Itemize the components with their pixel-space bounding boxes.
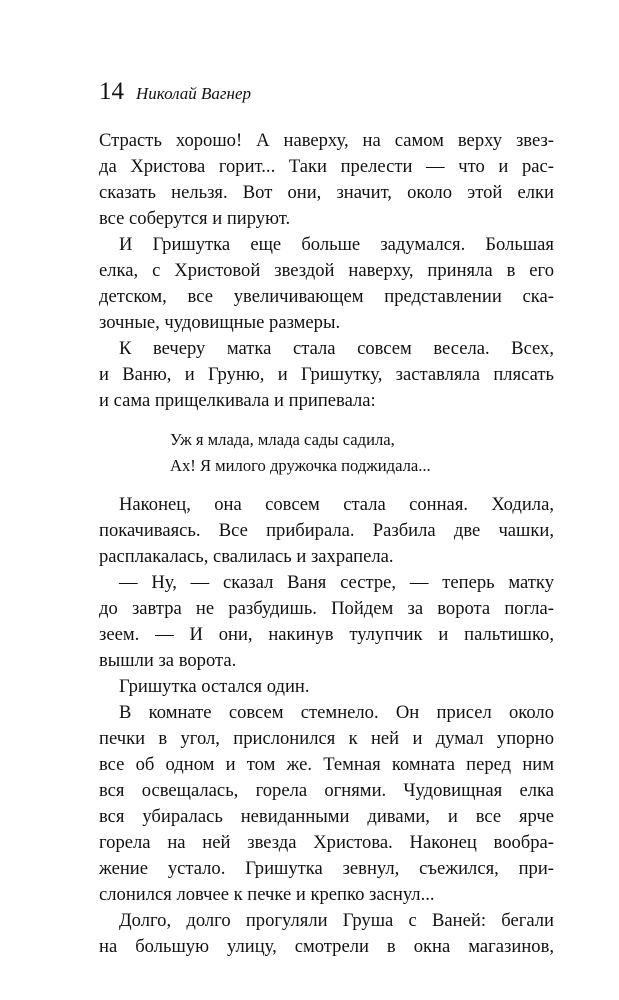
text-line: Наконец, она совсем стала сонная. Ходила, (119, 494, 554, 515)
verse-line: Уж я млада, млада сады садила, (170, 430, 395, 449)
text-line: Гришутка остался один. (119, 676, 310, 697)
text-line: вся убиралась невиданными дивами, и все ярче (99, 806, 554, 827)
paragraph (99, 128, 554, 232)
author-name: Николай Вагнер (136, 84, 252, 103)
text-line: покачиваясь. Все прибирала. Разбила две чашки, (99, 520, 554, 541)
paragraph (99, 232, 554, 336)
text-before-verse (99, 128, 554, 414)
paragraph (99, 674, 554, 700)
verse-line: Ах! Я милого дружочка поджидала... (170, 456, 431, 475)
text-line: вся освещалась, горела огнями. Чудовищная елка (99, 780, 554, 801)
text-line: и Ваню, и Груню, и Гришутку, заставляла плясать (99, 364, 554, 385)
text-line: — Ну, — сказал Ваня сестре, — теперь матку (119, 572, 554, 593)
text-line: печки в угол, прислонился к ней и думал упорно (99, 728, 554, 749)
paragraph (99, 908, 554, 960)
text-line: вышли за ворота. (99, 650, 237, 671)
text-line: до завтра не разбудишь. Пойдем за ворота погла- (99, 598, 554, 619)
text-line: Страсть хорошо! А наверху, на самом верху звез- (99, 130, 554, 151)
text-line: все об одном и том же. Темная комната перед ним (99, 754, 554, 775)
paragraph (99, 492, 554, 570)
text-after-verse (99, 492, 554, 960)
text-line: да Христова горит... Таки прелести — что и рас- (99, 156, 554, 177)
text-line: слонился ловчее к печке и крепко заснул... (99, 884, 435, 905)
paragraph (99, 700, 554, 908)
text-line: сказать нельзя. Вот они, значит, около этой елки (99, 182, 554, 203)
text-line: В комнате совсем стемнело. Он присел около (119, 702, 554, 723)
running-head (99, 78, 251, 108)
body-text (99, 128, 554, 960)
verse-block (99, 427, 554, 479)
text-line: горела на ней звезда Христова. Наконец вообра- (99, 832, 554, 853)
text-line: и сама прищелкивала и припевала: (99, 390, 376, 411)
text-line: зеем. — И они, накинув тулупчик и пальтишко, (99, 624, 554, 645)
text-line: И Гришутка еще больше задумался. Большая (119, 234, 554, 255)
page-number: 14 (99, 78, 124, 105)
text-line: елка, с Христовой звездой наверху, приняла в его (99, 260, 554, 281)
text-line: зочные, чудовищные размеры. (99, 312, 341, 333)
text-line: К вечеру матка стала совсем весела. Всех, (119, 338, 554, 359)
text-line: детском, все увеличивающем представлении ска- (99, 286, 554, 307)
text-line: на большую улицу, смотрели в окна магазинов, (99, 936, 554, 957)
text-line: жение устало. Гришутка зевнул, съежился, при- (99, 858, 554, 879)
text-line: Долго, долго прогуляли Груша с Ваней: бегали (119, 910, 554, 931)
paragraph (99, 336, 554, 414)
text-line: все соберутся и пируют. (99, 208, 291, 229)
text-line: расплакалась, свалилась и захрапела. (99, 546, 394, 567)
paragraph (99, 570, 554, 674)
